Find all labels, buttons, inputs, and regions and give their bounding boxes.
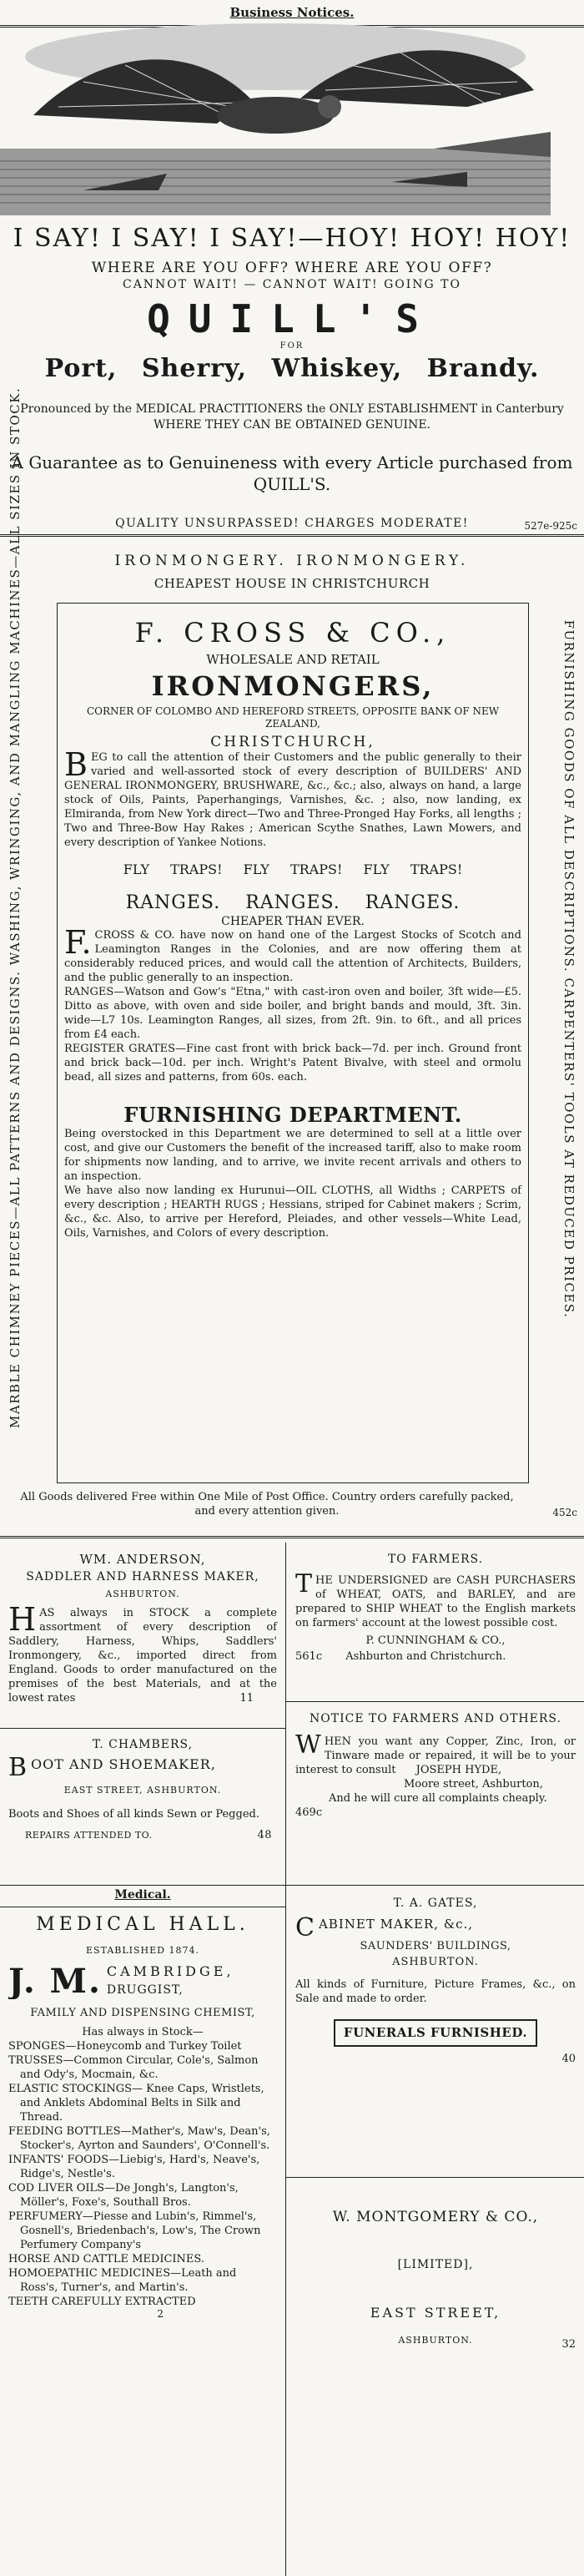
- drop-cap: F.: [64, 924, 92, 961]
- flying-man-illustration: [0, 23, 551, 215]
- ironmongery-ref: 452c: [552, 1507, 577, 1518]
- quills-ref: 527e-925c: [524, 520, 577, 532]
- hyde-ref: 469c: [295, 1806, 323, 1819]
- farmers-paragraph: [295, 1569, 576, 1630]
- rule-after-ironmongery: [0, 1536, 584, 1538]
- furnishing-heading: FURNISHING DEPARTMENT.: [123, 1103, 462, 1127]
- farmers-text: HE UNDERSIGNED are CASH PURCHASERS of WHEAT, OATS, and BARLEY, and are prepared to SHIP WHEAT to the English markets on farmers' account at the lowest possible cost.: [295, 1574, 576, 1629]
- medical-item: HOMOEPATHIC MEDICINES—Leath and Ross's, Turner's, and Martin's.: [8, 2267, 237, 2294]
- drop-cap: C: [295, 1913, 315, 1942]
- quills-drinks: Port, Sherry, Whiskey, Brandy.: [44, 354, 540, 383]
- gates-ref: 40: [561, 2053, 576, 2065]
- anderson-ad: [8, 1553, 277, 1705]
- rule-after-quills: [0, 534, 584, 537]
- gates-name: T. A. GATES,: [393, 1897, 478, 1910]
- quills-advertisement: [0, 23, 584, 533]
- cross-co-box: [57, 603, 529, 1483]
- fly-traps-line: FLY TRAPS! FLY TRAPS! FLY TRAPS!: [123, 861, 463, 877]
- farmers-ref: 561c: [295, 1650, 323, 1663]
- funerals-box: FUNERALS FURNISHED.: [334, 2019, 537, 2047]
- medical-item: FEEDING BOTTLES—Mather's, Maw's, Dean's, Stocker's, Ayrton and Saunders', O'Connell's.: [8, 2125, 270, 2152]
- farmers-ad: [295, 1553, 576, 1664]
- montgomery-name: W. MONTGOMERY & CO.,: [332, 2209, 539, 2225]
- anderson-town: ASHBURTON.: [105, 1589, 180, 1599]
- quills-quality: QUALITY UNSURPASSED! CHARGES MODERATE!: [115, 517, 469, 530]
- drop-cap: W: [295, 1730, 321, 1760]
- montgomery-ad: [295, 2210, 576, 2351]
- funerals-box-wrap: [295, 2019, 576, 2047]
- gates-ad: [295, 1897, 576, 2066]
- medical-established: ESTABLISHED 1874.: [86, 1945, 199, 1956]
- rule-gates: [285, 2177, 584, 2178]
- ranges-items: RANGES—Watson and Gow's "Etna," with cast-iron oven and boiler, 3ft wide—£5. Ditto as above, with oven and side boiler, and bright bands and mould, 3ft. 3in. wide—L7 10s. Leamington Ranges, all sizes, from 2ft. 9in. to 6ft., and all prices from £4 each.: [64, 986, 521, 1041]
- drop-cap: B: [8, 1753, 28, 1782]
- quills-guarantee: A Guarantee as to Genuineness with every Article purchased from QUILL'S.: [11, 452, 573, 494]
- hyde-paragraph: [295, 1730, 576, 1777]
- gates-town: ASHBURTON.: [392, 1956, 479, 1968]
- grates-paragraph: REGISTER GRATES—Fine cast front with brick back—7d. per inch. Ground front and brick back—10d. per inch. Wright's Patent Bivalve, with steel and ormolu bead, all sizes and patterns, from 60s. each.: [64, 1043, 521, 1083]
- chambers-name: T. CHAMBERS,: [92, 1738, 194, 1751]
- column-divider: [285, 1543, 286, 2576]
- quills-where: WHERE ARE YOU OFF? WHERE ARE YOU OFF?: [91, 260, 493, 276]
- hyde-notice: NOTICE TO FARMERS AND OTHERS.: [310, 1712, 561, 1725]
- medical-ref: 2: [157, 2308, 164, 2320]
- chambers-trade-line: [8, 1753, 277, 1782]
- lower-columns: [0, 1543, 584, 2576]
- cambridge-heading: [8, 1964, 277, 1999]
- anderson-ref: 11: [239, 1692, 254, 1705]
- wholesale-line: WHOLESALE AND RETAIL: [206, 652, 380, 667]
- quills-for: FOR: [279, 341, 305, 351]
- section-header: Business Notices.: [229, 5, 355, 20]
- farmers-place: Ashburton and Christchurch.: [345, 1650, 506, 1663]
- rule-farmers: [285, 1701, 584, 1702]
- medical-hall-ad: [8, 1888, 277, 2321]
- ironmongery-heading: IRONMONGERY. IRONMONGERY.: [114, 553, 470, 569]
- gates-trade: ABINET MAKER, &c.,: [318, 1917, 474, 1932]
- quills-pronounced: Pronounced by the MEDICAL PRACTITIONERS the ONLY ESTABLISHMENT in Canterbury WHERE THEY CAN BE OBTAINED GENUINE.: [20, 402, 564, 432]
- montgomery-limited: [LIMITED],: [397, 2258, 474, 2271]
- landing-text: We have also now landing ex Hurunui—OIL CLOTHS, all Widths ; CARPETS of every description ; HEARTH RUGS ; Hessians, striped for Cabinet makers ; Scrim, &c., &c. Also, to arrive per Hereford, Pleiades, and other vessels—White Lead, Oils, Varnishes, and Colors of every description.: [64, 1184, 521, 1240]
- chambers-street: EAST STREET, ASHBURTON.: [63, 1785, 222, 1796]
- gates-buildings: SAUNDERS' BUILDINGS,: [360, 1940, 511, 1952]
- cambridge-name: CAMBRIDGE,: [106, 1964, 234, 1979]
- medical-item: ELASTIC STOCKINGS— Knee Caps, Wristlets, and Anklets Abdominal Belts in Silk and Thread.: [8, 2083, 264, 2124]
- medical-item: TEETH CAREFULLY EXTRACTED: [8, 2296, 196, 2308]
- farmers-to: TO FARMERS.: [387, 1553, 484, 1566]
- furnishing-text: Being overstocked in this Department we are determined to sell at a little over cost, and give our Customers the benefit of the increased tariff, also to make room for shipments now landing, and to arrive, we invite recent arrivals and others to an inspection.: [64, 1128, 521, 1183]
- medical-items: [8, 2039, 277, 2309]
- cheaper-line: CHEAPER THAN EVER.: [221, 915, 365, 928]
- montgomery-town: ASHBURTON.: [398, 2335, 473, 2346]
- ranges-paragraph: [64, 924, 521, 985]
- gates-trade-line: [295, 1913, 576, 1942]
- rule-hyde: [285, 1885, 584, 1886]
- ranges-heading: RANGES. RANGES. RANGES.: [125, 892, 461, 913]
- chambers-repairs-line: [8, 1828, 277, 1842]
- delivery-note: All Goods delivered Free within One Mile of Post Office. Country orders carefully packed, and every attention given.: [20, 1491, 514, 1518]
- city-line: CHRISTCHURCH,: [210, 734, 375, 750]
- drop-cap: T: [295, 1569, 313, 1599]
- anderson-paragraph: [8, 1601, 277, 1705]
- anderson-name: WM. ANDERSON,: [79, 1552, 206, 1567]
- chambers-repairs: REPAIRS ATTENDED TO.: [25, 1830, 153, 1841]
- hyde-cure: And he will cure all complaints cheaply.: [329, 1792, 547, 1805]
- quills-cannot: CANNOT WAIT! — CANNOT WAIT! GOING TO: [122, 278, 461, 291]
- firm-name: F. CROSS & CO.,: [134, 617, 451, 649]
- medical-item: SPONGES—Honeycomb and Turkey Toilet: [8, 2040, 242, 2053]
- medical-item: COD LIVER OILS—De Jongh's, Langton's, Möller's, Foxe's, Southall Bros.: [8, 2182, 239, 2209]
- chambers-ad: [8, 1738, 277, 1842]
- chambers-ref: 48: [257, 1829, 272, 1841]
- stock-line: Has always in Stock—: [82, 2026, 204, 2038]
- quills-name: QUILL'S: [147, 296, 437, 341]
- cambridge-druggist: DRUGGIST,: [106, 1983, 184, 1997]
- montgomery-ref: 32: [561, 2338, 576, 2351]
- ironmongers-title: IRONMONGERS,: [151, 670, 435, 702]
- intro-text: EG to call the attention of their Customers and the public generally to their varied and well-assorted stock of every description of BUILDERS' AND GENERAL IRONMONGERY, BRUSHWARE, &c., &c.; also, always on hand, a large stock of Oils, Paints, Paperhangings, Varnishes, &c. ; also, now landing, ex Elmiranda, from New York direct—Two and Three-Pronged Hay Forks, all lengths ; Two and Three-Bow Hay Rakes ; American Scythe Snathes, Lawn Mowers, and every description of Yankee Notions.: [64, 751, 521, 849]
- medical-hall-title: MEDICAL HALL.: [36, 1914, 249, 1935]
- medical-item: TRUSSES—Common Circular, Cole's, Salmon and Ody's, Mocmain, &c.: [8, 2054, 259, 2081]
- farmers-footer: [295, 1649, 576, 1664]
- hyde-ad: [295, 1710, 576, 1820]
- family-chemist: FAMILY AND DISPENSING CHEMIST,: [30, 2007, 255, 2019]
- gates-text: All kinds of Furniture, Picture Frames, &c., on Sale and made to order.: [295, 1978, 576, 2005]
- quills-shout: I SAY! I SAY! I SAY!—HOY! HOY! HOY!: [13, 224, 571, 253]
- drop-cap: H: [8, 1601, 37, 1638]
- montgomery-street: EAST STREET,: [370, 2305, 501, 2321]
- anderson-text: AS always in STOCK a complete assortment of every description of Saddlery, Harness, Whips, Saddlers' Ironmongery, &c., imported direct from England. Goods to order manufactured on the premises of the best Materials, and at the lowest rates: [8, 1607, 277, 1705]
- hyde-name: JOSEPH HYDE,: [415, 1764, 502, 1776]
- chambers-trade: OOT AND SHOEMAKER,: [31, 1756, 216, 1772]
- hyde-street: Moore street, Ashburton,: [404, 1778, 543, 1791]
- cambridge-initials: J. M.: [8, 1964, 102, 1999]
- intro-paragraph: [64, 746, 521, 850]
- ranges-text: CROSS & CO. have now on hand one of the Largest Stocks of Scotch and Leamington Ranges in the Colonies, and are now offering them at considerably reduced prices, and would call the attention of Architects, Builders, and the public generally to an inspection.: [64, 929, 521, 984]
- medical-item: HORSE AND CATTLE MEDICINES.: [8, 2253, 204, 2265]
- cheapest-house: CHEAPEST HOUSE IN CHRISTCHURCH: [154, 576, 430, 591]
- farmers-firm: P. CUNNINGHAM & CO.,: [365, 1634, 506, 1647]
- medical-item: PERFUMERY—Piesse and Lubin's, Rimmel's, Gosnell's, Briedenbach's, Low's, The Crown Perfumery Company's: [8, 2210, 261, 2251]
- address-line: CORNER OF COLOMBO AND HEREFORD STREETS, OPPOSITE BANK OF NEW ZEALAND,: [86, 705, 500, 730]
- hyde-text: HEN you want any Copper, Zinc, Iron, or Tinware made or repaired, it will be to your interest to consult: [295, 1735, 576, 1776]
- drop-cap: B: [64, 746, 88, 783]
- rule-anderson: [0, 1728, 285, 1729]
- medical-section: Medical.: [114, 1888, 171, 1902]
- anderson-trade: SADDLER AND HARNESS MAKER,: [26, 1570, 259, 1583]
- right-vertical-text: FURNISHING GOODS OF ALL DESCRIPTIONS. CARPENTERS' TOOLS AT REDUCED PRICES.: [561, 619, 576, 1319]
- medical-item: INFANTS' FOODS—Liebig's, Hard's, Neave's, Ridge's, Nestle's.: [8, 2154, 260, 2180]
- rule-chambers: [0, 1885, 285, 1886]
- chambers-text: Boots and Shoes of all kinds Sewn or Pegged.: [8, 1808, 259, 1821]
- left-vertical-text: MARBLE CHIMNEY PIECES—ALL PATTERNS AND DESIGNS. WASHING, WRINGING, AND MANGLING MACHINES—ALL SIZES IN STOCK.: [8, 386, 23, 1428]
